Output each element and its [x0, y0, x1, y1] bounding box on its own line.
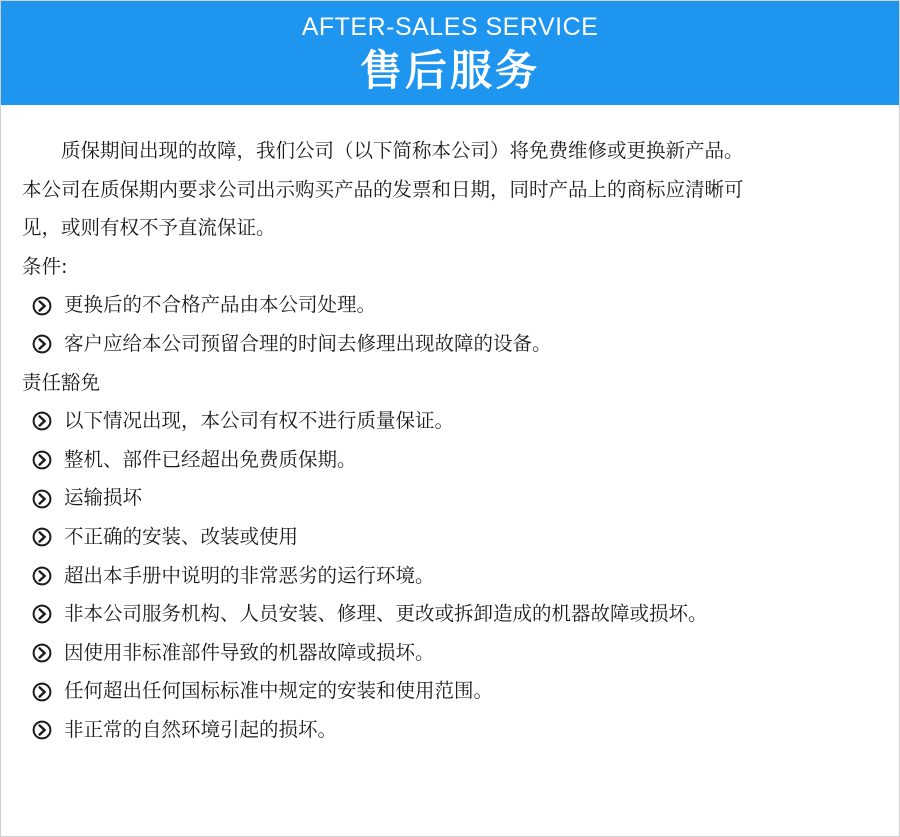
list-item: [22, 518, 872, 557]
header-banner: [1, 1, 899, 105]
list-item: [22, 595, 872, 634]
list-item: [22, 286, 872, 325]
list-item-text: 因使用非标准部件导致的机器故障或损坏。: [64, 640, 435, 664]
circle-arrow-right-icon: [32, 411, 52, 431]
circle-arrow-right-icon: [32, 450, 52, 470]
list-item-text: 运输损坏: [64, 486, 143, 510]
circle-arrow-right-icon: [32, 720, 52, 740]
list-item: [22, 634, 872, 673]
list-item: [22, 325, 872, 364]
circle-arrow-right-icon: [32, 604, 52, 624]
header-title-en: AFTER-SALES SERVICE: [301, 13, 599, 41]
conditions-list: [22, 286, 872, 363]
list-item-text: 更换后的不合格产品由本公司处理。: [64, 293, 377, 317]
list-item: [22, 441, 872, 480]
list-item: [22, 402, 872, 441]
list-item-text: 以下情况出现，本公司有权不进行质量保证。: [64, 409, 455, 433]
conditions-heading: 条件:: [22, 254, 68, 278]
intro-line: 本公司在质保期内要求公司出示购买产品的发票和日期，同时产品上的商标应清晰可: [22, 177, 744, 201]
content: [22, 132, 872, 750]
exemptions-list: [22, 402, 872, 749]
circle-arrow-right-icon: [32, 566, 52, 586]
exemptions-heading: 责任豁免: [22, 370, 101, 394]
list-item-text: 非正常的自然环境引起的损坏。: [64, 717, 338, 741]
list-item-text: 任何超出任何国标标准中规定的安装和使用范围。: [64, 679, 494, 703]
list-item-text: 超出本手册中说明的非常恶劣的运行环境。: [64, 563, 435, 587]
circle-arrow-right-icon: [32, 334, 52, 354]
list-item: [22, 672, 872, 711]
intro-line: 质保期间出现的故障，我们公司（以下简称本公司）将免费维修或更换新产品。: [61, 139, 744, 162]
circle-arrow-right-icon: [32, 489, 52, 509]
list-item: [22, 557, 872, 596]
circle-arrow-right-icon: [32, 296, 52, 316]
list-item-text: 非本公司服务机构、人员安装、修理、更改或拆卸造成的机器故障或损坏。: [64, 602, 708, 626]
circle-arrow-right-icon: [32, 527, 52, 547]
circle-arrow-right-icon: [32, 682, 52, 702]
list-item-text: 客户应给本公司预留合理的时间去修理出现故障的设备。: [64, 331, 552, 355]
list-item-text: 不正确的安装、改装或使用: [64, 524, 299, 548]
list-item: [22, 711, 872, 750]
list-item: [22, 479, 872, 518]
header-title-cn: 售后服务: [359, 46, 540, 95]
intro-line: 见，或则有权不予直流保证。: [22, 216, 276, 240]
circle-arrow-right-icon: [32, 643, 52, 663]
list-item-text: 整机、部件已经超出免费质保期。: [64, 447, 357, 471]
